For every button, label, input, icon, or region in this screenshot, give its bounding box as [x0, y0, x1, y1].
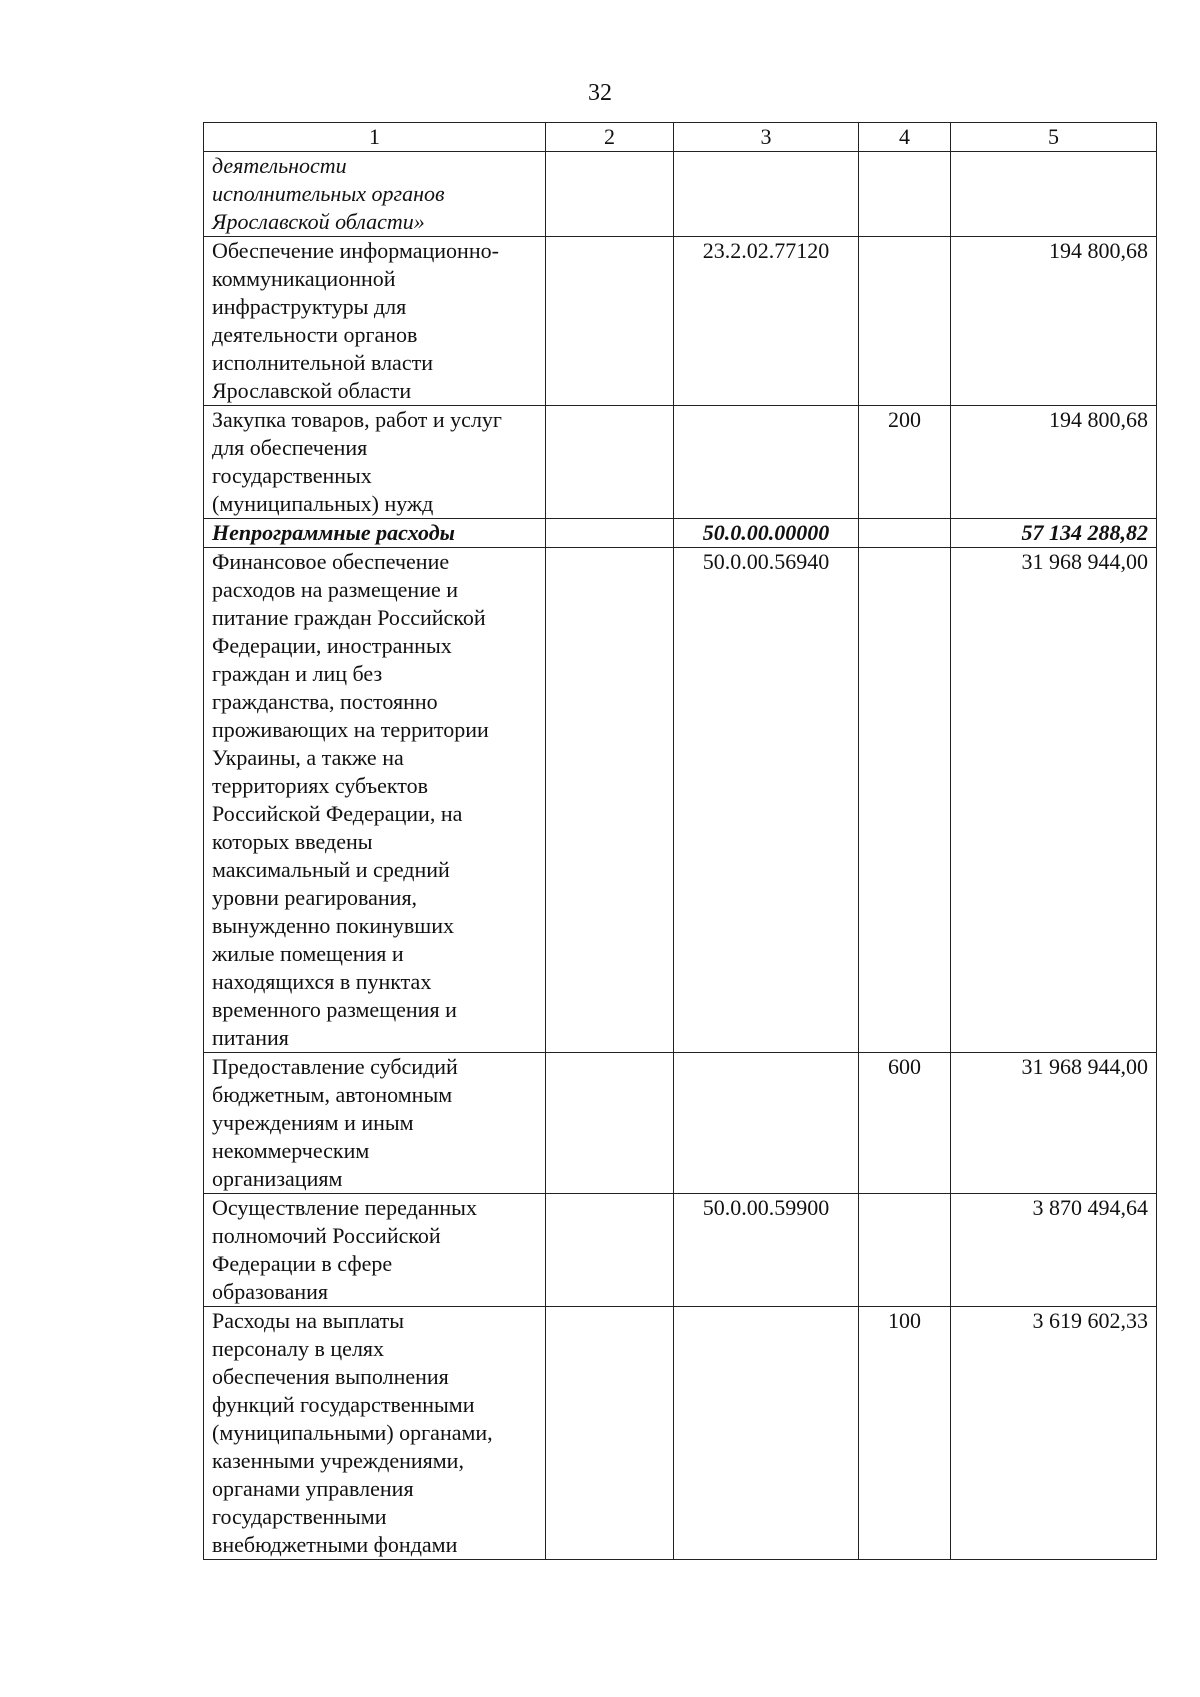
description-line: временного размещения и — [212, 997, 457, 1022]
description-line: Ярославской области» — [212, 209, 425, 234]
description-line: государственных — [212, 463, 372, 488]
table-row — [204, 152, 1157, 237]
description-line: питание граждан Российской — [212, 605, 486, 630]
table-row — [204, 519, 1157, 548]
description-line: некоммерческим — [212, 1138, 370, 1163]
description-line: максимальный и средний — [212, 857, 450, 882]
description-line: Ярославской области — [212, 378, 412, 403]
table-row — [204, 406, 1157, 519]
description-line: бюджетным, автономным — [212, 1082, 453, 1107]
row-type-code — [859, 548, 951, 1053]
row-code: 50.0.00.56940 — [674, 548, 859, 1053]
row-description — [204, 1053, 546, 1194]
description-line: Непрограммные расходы — [212, 520, 455, 545]
row-col-2 — [546, 1307, 674, 1560]
page-number: 32 — [588, 80, 612, 106]
row-code — [674, 1307, 859, 1560]
description-line: обеспечения выполнения — [212, 1364, 449, 1389]
description-line: органами управления — [212, 1476, 414, 1501]
description-line: Закупка товаров, работ и услуг — [212, 407, 502, 432]
row-col-2 — [546, 548, 674, 1053]
row-code — [674, 406, 859, 519]
description-line: Украины, а также на — [212, 745, 404, 770]
row-code: 50.0.00.00000 — [674, 519, 859, 548]
description-line: Российской Федерации, на — [212, 801, 463, 826]
row-description — [204, 548, 546, 1053]
row-code: 23.2.02.77120 — [674, 237, 859, 406]
description-line: уровни реагирования, — [212, 885, 418, 910]
description-line: организациям — [212, 1166, 343, 1191]
column-header-1: 1 — [204, 123, 546, 152]
column-header-2: 2 — [546, 123, 674, 152]
row-type-code — [859, 519, 951, 548]
description-line: вынужденно покинувших — [212, 913, 454, 938]
row-col-2 — [546, 406, 674, 519]
row-amount — [951, 152, 1157, 237]
table-row — [204, 1194, 1157, 1307]
row-type-code — [859, 152, 951, 237]
description-line: Федерации в сфере — [212, 1251, 393, 1276]
description-line: жилые помещения и — [212, 941, 404, 966]
row-description — [204, 1307, 546, 1560]
description-line: государственными — [212, 1504, 387, 1529]
budget-table — [203, 122, 1157, 1560]
description-line: внебюджетными фондами — [212, 1532, 458, 1557]
table-header-row — [204, 123, 1157, 152]
table-row — [204, 1307, 1157, 1560]
description-line: образования — [212, 1279, 329, 1304]
description-line: Предоставление субсидий — [212, 1054, 458, 1079]
row-amount: 31 968 944,00 — [951, 1053, 1157, 1194]
description-line: казенными учреждениями, — [212, 1448, 464, 1473]
row-type-code: 100 — [859, 1307, 951, 1560]
row-description — [204, 519, 546, 548]
description-line: гражданства, постоянно — [212, 689, 438, 714]
column-header-5: 5 — [951, 123, 1157, 152]
description-line: Обеспечение информационно- — [212, 238, 499, 263]
description-line: деятельности — [212, 153, 347, 178]
row-type-code — [859, 237, 951, 406]
description-line: коммуникационной — [212, 266, 396, 291]
description-line: полномочий Российской — [212, 1223, 441, 1248]
row-amount: 3 870 494,64 — [951, 1194, 1157, 1307]
description-line: персоналу в целях — [212, 1336, 385, 1361]
description-line: функций государственными — [212, 1392, 475, 1417]
description-line: Расходы на выплаты — [212, 1308, 405, 1333]
row-col-2 — [546, 152, 674, 237]
column-header-4: 4 — [859, 123, 951, 152]
table-row — [204, 1053, 1157, 1194]
description-line: для обеспечения — [212, 435, 368, 460]
description-line: (муниципальными) органами, — [212, 1420, 493, 1445]
row-amount: 31 968 944,00 — [951, 548, 1157, 1053]
column-header-3: 3 — [674, 123, 859, 152]
row-type-code: 600 — [859, 1053, 951, 1194]
row-col-2 — [546, 1194, 674, 1307]
row-amount: 3 619 602,33 — [951, 1307, 1157, 1560]
row-amount: 194 800,68 — [951, 237, 1157, 406]
row-amount: 57 134 288,82 — [951, 519, 1157, 548]
description-line: инфраструктуры для — [212, 294, 407, 319]
description-line: находящихся в пунктах — [212, 969, 432, 994]
row-col-2 — [546, 1053, 674, 1194]
description-line: исполнительной власти — [212, 350, 433, 375]
description-line: Федерации, иностранных — [212, 633, 452, 658]
description-line: которых введены — [212, 829, 373, 854]
description-line: граждан и лиц без — [212, 661, 383, 686]
description-line: деятельности органов — [212, 322, 418, 347]
row-code — [674, 1053, 859, 1194]
description-line: учреждениям и иным — [212, 1110, 414, 1135]
row-col-2 — [546, 237, 674, 406]
row-description — [204, 1194, 546, 1307]
row-description — [204, 406, 546, 519]
table-row — [204, 237, 1157, 406]
description-line: Осуществление переданных — [212, 1195, 477, 1220]
row-type-code — [859, 1194, 951, 1307]
row-description — [204, 152, 546, 237]
description-line: Финансовое обеспечение — [212, 549, 450, 574]
row-col-2 — [546, 519, 674, 548]
row-amount: 194 800,68 — [951, 406, 1157, 519]
row-code — [674, 152, 859, 237]
row-description — [204, 237, 546, 406]
description-line: питания — [212, 1025, 289, 1050]
description-line: расходов на размещение и — [212, 577, 459, 602]
row-type-code: 200 — [859, 406, 951, 519]
table-row — [204, 548, 1157, 1053]
description-line: исполнительных органов — [212, 181, 445, 206]
description-line: проживающих на территории — [212, 717, 489, 742]
row-code: 50.0.00.59900 — [674, 1194, 859, 1307]
description-line: территориях субъектов — [212, 773, 428, 798]
description-line: (муниципальных) нужд — [212, 491, 434, 516]
